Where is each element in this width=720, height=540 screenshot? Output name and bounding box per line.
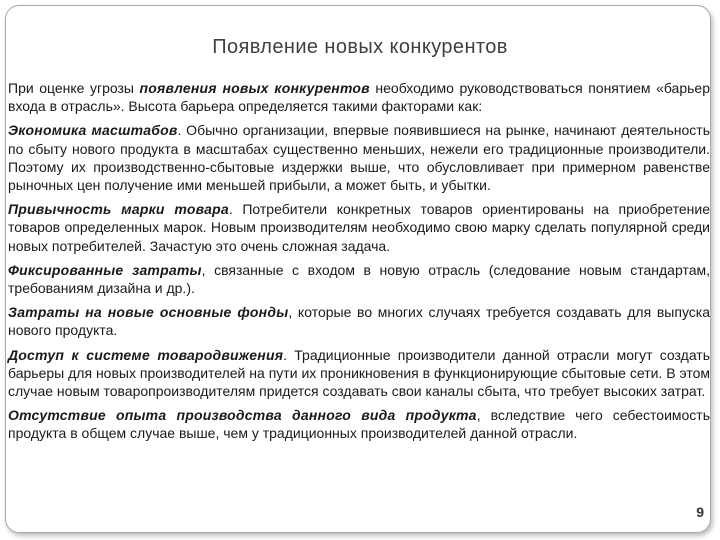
paragraph-text: необходимо руководствоваться понятием «барьер входа в отрасль». Высота барьера определяется такими факторами как: (8, 80, 710, 115)
paragraph-text: При оценке угрозы (8, 80, 140, 96)
paragraph-text: , связанные с входом в новую отрасль (следование новым стандартам, требованиям дизайна и др.). (8, 261, 710, 297)
paragraph-term: Экономика масштабов (8, 122, 178, 139)
paragraph-fixed-costs (8, 261, 710, 297)
paragraph-term: появления новых конкурентов (139, 80, 370, 96)
paragraph-intro (8, 79, 710, 115)
paragraph-term: Доступ к системе товародвижения (8, 346, 284, 363)
paragraph-brand-loyalty (8, 200, 710, 255)
paragraph-text: , которые во многих случаях требуется создавать для выпуска нового продукта. (8, 304, 711, 339)
paragraph-text: . Традиционные производители данной отрасли могут создать барьеры для новых производителей на пути их проникновения в функционирующие сбытовые сети. В этом случае новым товаропроизводителям придется создавать свои каналы сбыта, что требует высоких затрат. (8, 346, 711, 400)
paragraph-text: . Обычно организации, впервые появившиеся на рынке, начинают деятельность по сбыту нового продукта в масштабах существенно меньших, нежели его традиционные производители. Поэтому их производственно-сбытовые издержки выше, что обусловливает при примерном равенстве рыночных цен получение ими меньшей прибыли, а может быть, и убытки. (8, 122, 710, 194)
page-number: 9 (696, 504, 704, 520)
paragraph-text: . Потребители конкретных товаров ориентированы на приобретение товаров определенных марок. Новым производителям необходимо свою марку сделать популярной среди новых потребителей. Зачастую это очень сложная задача. (8, 201, 710, 254)
paragraph-lack-of-experience (8, 406, 710, 442)
paragraph-economy-of-scale (8, 121, 710, 194)
paragraph-distribution-access (8, 346, 710, 401)
paragraph-term: Привычность марки товара (8, 201, 229, 218)
paragraph-text: , вследствие чего себестоимость продукта в общем случае выше, чем у традиционных производителей данной отрасли. (8, 407, 711, 442)
paragraph-term: Фиксированные затраты (8, 261, 202, 278)
paragraph-capital-costs (8, 303, 710, 339)
slide-body (8, 79, 710, 449)
paragraph-term: Затраты на новые основные фонды (8, 304, 289, 321)
paragraph-term: Отсутствие опыта производства данного вида продукта (8, 407, 477, 424)
slide-title: Появление новых конкурентов (212, 36, 508, 58)
